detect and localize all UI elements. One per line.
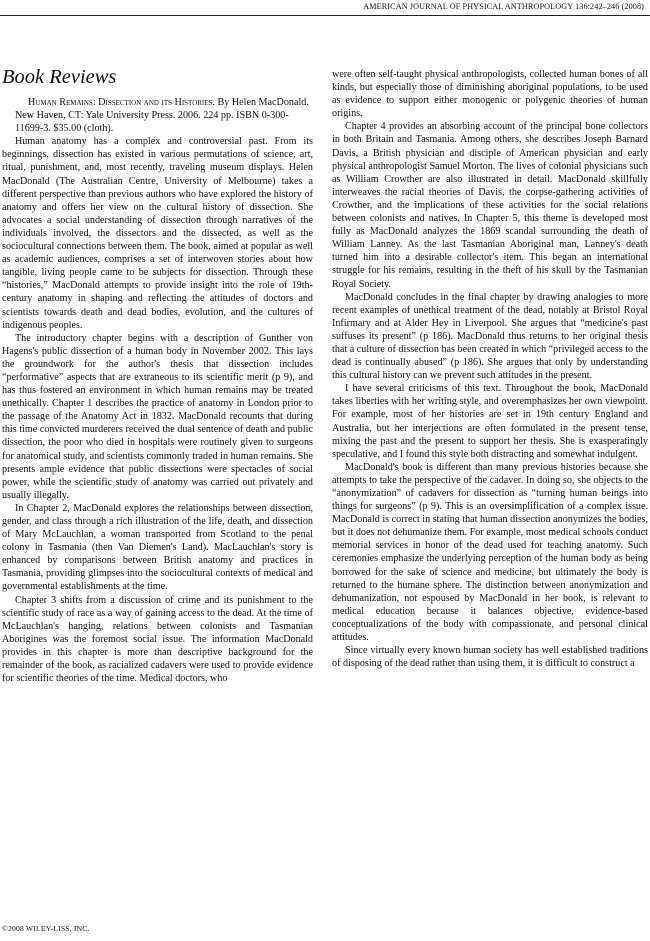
book-reference xyxy=(2,96,313,135)
running-head: AMERICAN JOURNAL OF PHYSICAL ANTHROPOLOGY 136:242–246 (2008) xyxy=(363,2,644,11)
body-paragraph: MacDonald concludes in the final chapter by drawing analogies to more recent examples of unethical treatment of the dead, notably at Bristol Royal Infirmary and at Alder Hey in Liverpool. She argues that “medicine's past suffuses its present” (p 186). MacDonald thus returns to her original thesis that a culture of dissection has been created in which “privileged access to the dead is continually abused” (p 186). She argues that only by understanding this cultural history can we prevent such attitudes in the present. xyxy=(332,291,648,382)
left-column xyxy=(2,96,313,685)
copyright-footer: ©2008 WILEY-LISS, INC. xyxy=(2,924,90,933)
body-paragraph-continued: were often self-taught physical anthropologists, collected human bones of all kinds, but especially those of diminishing aboriginal populations, to be used as evidence to support either monogenic or polygenic theories of human origins. xyxy=(332,69,648,120)
body-paragraph: Human anatomy has a complex and controversial past. From its beginnings, dissection has existed in various permutations of science, art, ritual, punishment, and, most recently, traveling museum displays. Helen MacDonald (The Australian Centre, University of Melbourne) takes a different perspective than previous authors who have explored the history of anatomy and offers her view on the cultural history of dissection. She advocates a social understanding of dissection through narratives of the individuals involved, the dissectors and the dissected, as well as the sociocultural connections between them. The book, aimed at popular as well as academic audiences, comprises a set of interwoven stories about how tangible, living people came to be subjects for dissection. Through these “histories,” MacDonald attempts to provide insight into the role of 19th-century anatomy in shaping and reflecting the attitudes of doctors and scientists towards death and dead bodies, evolution, and the cultures of indigenous peoples. xyxy=(2,136,313,331)
body-paragraph: Since virtually every known human society has well established traditions of disposing of the dead rather than using them, it is difficult to construct a xyxy=(332,645,648,670)
body-paragraph: I have several criticisms of this text. Throughout the book, MacDonald takes liberties with her writing style, and overemphasizes her own viewpoint. For example, most of her histories are set in 19th century England and Australia, but her interjections are often formulated in the present tense, mixing the past and the present to support her thesis. She is exasperatingly speculative, and I found this style both distracting and somewhat indulgent. xyxy=(332,383,648,460)
section-title: Book Reviews xyxy=(2,66,117,88)
body-paragraph: MacDonald's book is different than many previous histories because she attempts to take the perspective of the cadaver. In doing so, she objects to the “anonymization” of cadavers for dissection as “turning human beings into things for surgeons” (p 9). This is an oversimplification of a complex issue. MacDonald is correct in stating that human dissection anonymizes the bodies, but it does not dehumanize them. For example, most medical schools conduct memorial services in honor of the dead used for teaching anatomy. Such ceremonies emphasize the underlying perception of the human body as being borrowed for the sake of science and medicine, but ultimately the body is returned to the humane sphere. The distinction between anonymization and dehumanization, not espoused by MacDonald in her book, is relevant to medical education because it balances objective, evidence-based conceptualizations of the body with compassionate, and personal clinical attitudes. xyxy=(332,461,648,644)
header-rule xyxy=(0,15,650,16)
book-title: Human Remains: Dissection and its Histories. xyxy=(28,97,215,108)
body-paragraph: In Chapter 2, MacDonald explores the relationships between dissection, gender, and class through a rich illustration of the life, death, and dissection of Mary McLauchlan, a woman transported from Scotland to the penal colony in Tasmania (then Van Diemen's Land). MacLauchlan's story is enhanced by comparisons between British anatomy and practices in Tasmania, providing glimpses into the sociocultural contexts of medical and governmental establishments at the time. xyxy=(2,502,313,593)
body-paragraph: Chapter 3 shifts from a discussion of crime and its punishment to the scientific study of race as a way of gaining access to the dead. At the time of McLauchlan's hanging, relations between colonists and Tasmanian Aborigines was the foremost social issue. The information MacDonald provides in this chapter is more than descriptive background for the remainder of the book, as racialized cadavers were used to provide evidence for scientific theories of the time. Medical doctors, who xyxy=(2,594,313,685)
right-column xyxy=(332,68,648,670)
body-paragraph: Chapter 4 provides an absorbing account of the principal bone collectors in both Britain and Tasmania. Among others, she describes Joseph Barnard Davis, a British physician and disciple of American physician and early physical anthropologist Samuel Morton. The lives of colonial physicians such as William Crowther are also illustrated in detail. MacDonald skillfully interweaves the racial theories of Davis, the corpse-gathering activities of Crowther, and the implications of these activities for the social relations between colonists and natives. In Chapter 5, this theme is developed most fully as MacDonald analyzes the 1869 scandal surrounding the death of William Lanney. As the last Tasmanian Aboriginal man, Lanney's death turned him into a desirable collector's item. This began an international struggle for his remains, resulting in the theft of his skull by the Tasmanian Royal Society. xyxy=(332,121,648,290)
body-paragraph: The introductory chapter begins with a description of Gunther von Hagens's public dissection of a human body in November 2002. This lays the groundwork for the author's thesis that dissection includes “performative” aspects that are extraneous to its scientific merit (p 9), and has thus fostered an environment in which human remains may be treated unethically. Chapter 1 describes the practice of anatomy in London prior to the passage of the Anatomy Act in 1832. MacDonald recounts that during this time convicted murderers received the dual sentence of death and public dissection, the poor who died in hospitals were routinely given to surgeons for anatomical study, and scientists commonly traded in human remains. She presents ample evidence that public dissections were spectacles of social power, while the scientific study of anatomy was carried out privately and usually illegally. xyxy=(2,332,313,501)
book-details: By Helen MacDonald. New Haven, CT: Yale University Press. 2006. 224 pp. ISBN 0-300-11699-3. $35.00 (cloth). xyxy=(15,97,309,135)
